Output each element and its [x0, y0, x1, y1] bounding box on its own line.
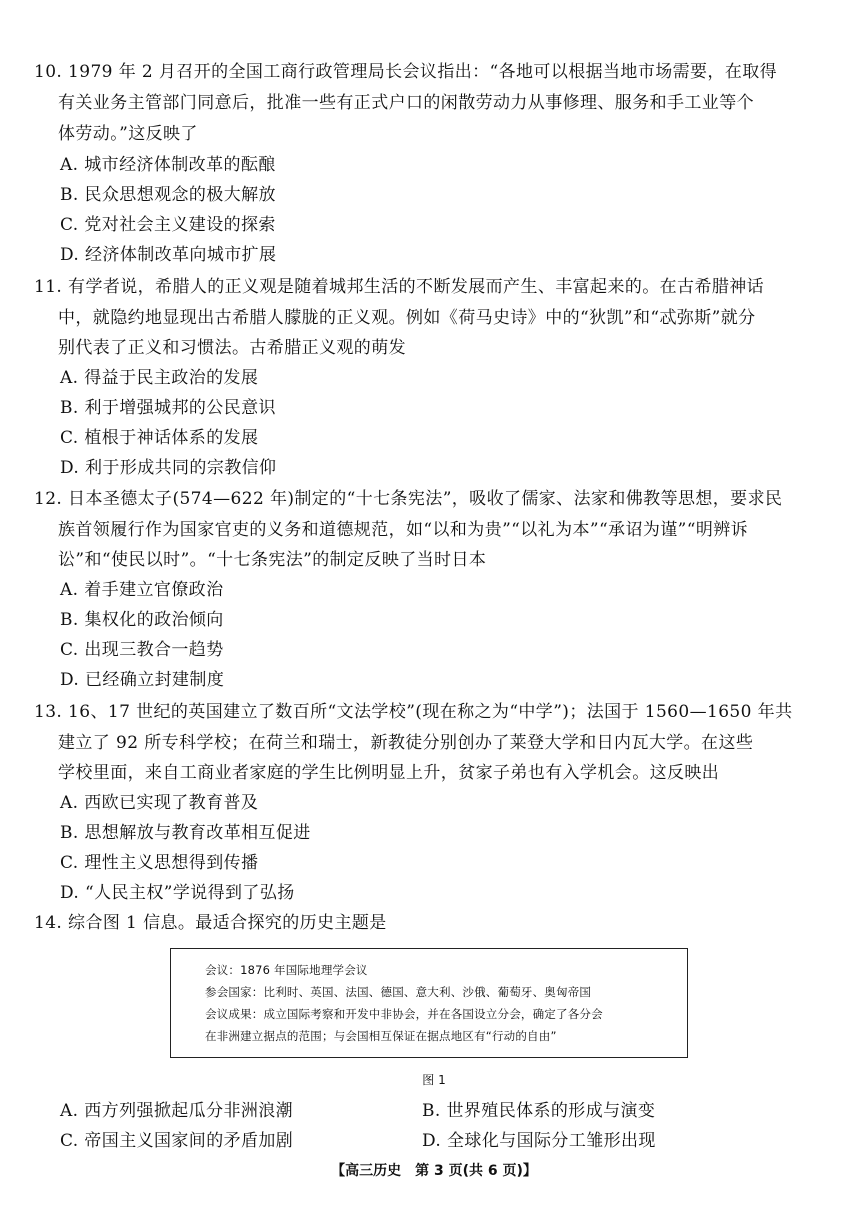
- question-stem-line: 学校里面，来自工商业者家庭的学生比例明显上升，贫家子弟也有入学机会。这反映出: [58, 763, 720, 783]
- question-stem-line: 12. 日本圣德太子(574—622 年)制定的“十七条宪法”，吸收了儒家、法家和佛教等思想，要求民: [34, 489, 783, 509]
- answer-option-d: D. 经济体制改革向城市扩展: [60, 245, 277, 265]
- answer-option-c: C. 理性主义思想得到传播: [60, 853, 259, 873]
- question-stem-line: 13. 16、17 世纪的英国建立了数百所“文法学校”(现在称之为“中学”)；法国于 1560—1650 年共: [34, 702, 793, 722]
- answer-option-b: B. 利于增强城邦的公民意识: [60, 398, 276, 418]
- question-stem-line: 14. 综合图 1 信息。最适合探究的历史主题是: [34, 913, 387, 933]
- question-stem-line: 10. 1979 年 2 月召开的全国工商行政管理局长会议指出：“各地可以根据当地市场需要，在取得: [34, 62, 778, 82]
- answer-option-d: D. 已经确立封建制度: [60, 670, 225, 690]
- answer-option-b: B. 民众思想观念的极大解放: [60, 185, 276, 205]
- answer-option-d: D. “人民主权”学说得到了弘扬: [60, 883, 295, 903]
- question-stem-line: 族首领履行作为国家官吏的义务和道德规范，如“以和为贵”“以礼为本”“承诏为谨”“明辨诉: [58, 520, 749, 540]
- answer-option-c: C. 植根于神话体系的发展: [60, 428, 259, 448]
- answer-option-c: C. 党对社会主义建设的探索: [60, 215, 276, 235]
- answer-option-a: A. 着手建立官僚政治: [60, 580, 224, 600]
- question-stem-line: 体劳动。”这反映了: [58, 124, 198, 144]
- answer-option-d: D. 全球化与国际分工雏形出现: [422, 1131, 656, 1151]
- figure-text-line: 会议：1876 年国际地理学会议: [205, 963, 368, 977]
- question-stem-line: 有关业务主管部门同意后，批准一些有正式户口的闲散劳动力从事修理、服务和手工业等个: [58, 93, 754, 113]
- question-stem-line: 别代表了正义和习惯法。古希腊正义观的萌发: [58, 338, 406, 358]
- question-stem-line: 11. 有学者说，希腊人的正义观是随着城邦生活的不断发展而产生、丰富起来的。在古希腊神话: [34, 277, 765, 297]
- answer-option-a: A. 得益于民主政治的发展: [60, 368, 259, 388]
- answer-option-c: C. 出现三教合一趋势: [60, 640, 224, 660]
- figure-text-line: 会议成果：成立国际考察和开发中非协会，并在各国设立分会，确定了各分会: [205, 1007, 603, 1021]
- question-stem-line: 中，就隐约地显现出古希腊人朦胧的正义观。例如《荷马史诗》中的“狄凯”和“忒弥斯”就分: [58, 308, 756, 328]
- question-stem-line: 讼”和“使民以时”。“十七条宪法”的制定反映了当时日本: [58, 550, 487, 570]
- figure-1-box: [170, 948, 688, 1058]
- question-stem-line: 建立了 92 所专科学校；在荷兰和瑞士，新教徒分别创办了莱登大学和日内瓦大学。在这些: [58, 733, 754, 753]
- figure-text-line: 在非洲建立据点的范围；与会国相互保证在据点地区有“行动的自由”: [205, 1029, 557, 1043]
- answer-option-b: B. 思想解放与教育改革相互促进: [60, 823, 311, 843]
- answer-option-a: A. 城市经济体制改革的酝酿: [60, 155, 276, 175]
- answer-option-a: A. 西方列强掀起瓜分非洲浪潮: [60, 1101, 294, 1121]
- answer-option-d: D. 利于形成共同的宗教信仰: [60, 458, 277, 478]
- answer-option-b: B. 世界殖民体系的形成与演变: [422, 1101, 656, 1121]
- figure-caption: 图 1: [422, 1073, 446, 1087]
- figure-text-line: 参会国家：比利时、英国、法国、德国、意大利、沙俄、葡萄牙、奥匈帝国: [205, 985, 592, 999]
- answer-option-b: B. 集权化的政治倾向: [60, 610, 224, 630]
- answer-option-c: C. 帝国主义国家间的矛盾加剧: [60, 1131, 294, 1151]
- answer-option-a: A. 西欧已实现了教育普及: [60, 793, 259, 813]
- page-footer: 【高三历史 第 3 页(共 6 页)】: [331, 1163, 537, 1179]
